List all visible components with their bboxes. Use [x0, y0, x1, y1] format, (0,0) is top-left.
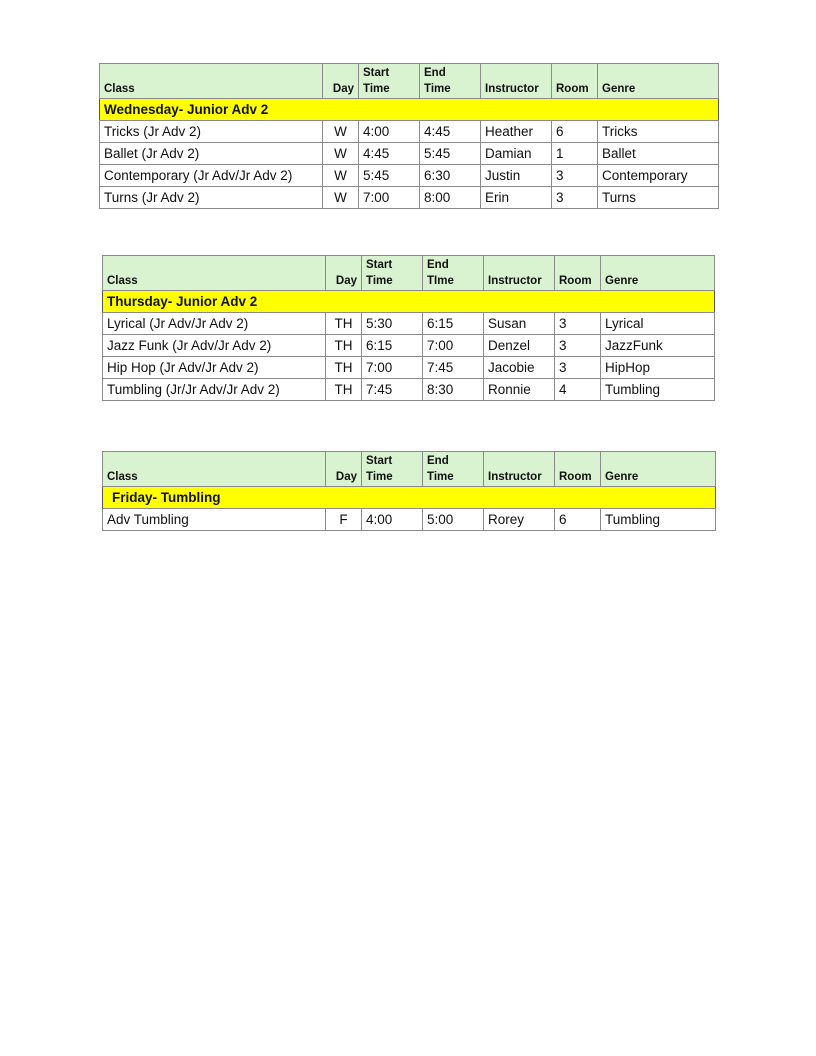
cell-genre: Tricks	[598, 121, 719, 143]
cell-genre: Ballet	[598, 143, 719, 165]
cell-genre: Contemporary	[598, 165, 719, 187]
cell-room: 1	[552, 143, 598, 165]
header-instructor: Instructor	[484, 256, 555, 291]
header-genre: Genre	[601, 452, 716, 487]
cell-genre: HipHop	[601, 357, 715, 379]
header-start-time: Start Time	[359, 64, 420, 99]
header-genre: Genre	[598, 64, 719, 99]
cell-genre: Tumbling	[601, 509, 716, 531]
table-row	[103, 313, 715, 335]
cell-room: 6	[555, 509, 601, 531]
table-row	[103, 357, 715, 379]
cell-instructor: Heather	[481, 121, 552, 143]
cell-instructor: Jacobie	[484, 357, 555, 379]
cell-room: 3	[555, 313, 601, 335]
table-row	[100, 187, 719, 209]
table-row	[103, 509, 716, 531]
cell-end: 6:30	[420, 165, 481, 187]
cell-genre: Lyrical	[601, 313, 715, 335]
cell-room: 6	[552, 121, 598, 143]
cell-end: 5:45	[420, 143, 481, 165]
cell-class: Turns (Jr Adv 2)	[100, 187, 323, 209]
cell-room: 3	[552, 165, 598, 187]
cell-end: 5:00	[423, 509, 484, 531]
cell-class: Tumbling (Jr/Jr Adv/Jr Adv 2)	[103, 379, 326, 401]
cell-instructor: Erin	[481, 187, 552, 209]
cell-start: 6:15	[362, 335, 423, 357]
header-class: Class	[100, 64, 323, 99]
header-class: Class	[103, 452, 326, 487]
header-row	[100, 64, 719, 99]
cell-end: 8:30	[423, 379, 484, 401]
cell-end: 7:45	[423, 357, 484, 379]
cell-end: 4:45	[420, 121, 481, 143]
header-room: Room	[555, 452, 601, 487]
cell-start: 5:30	[362, 313, 423, 335]
header-room: Room	[555, 256, 601, 291]
cell-instructor: Ronnie	[484, 379, 555, 401]
header-class: Class	[103, 256, 326, 291]
thursday-schedule-table	[102, 255, 715, 401]
cell-start: 7:00	[359, 187, 420, 209]
cell-room: 3	[552, 187, 598, 209]
cell-class: Lyrical (Jr Adv/Jr Adv 2)	[103, 313, 326, 335]
cell-instructor: Damian	[481, 143, 552, 165]
cell-day: TH	[326, 313, 362, 335]
table-row	[100, 143, 719, 165]
cell-day: TH	[326, 379, 362, 401]
header-room: Room	[552, 64, 598, 99]
cell-instructor: Justin	[481, 165, 552, 187]
cell-genre: Turns	[598, 187, 719, 209]
header-genre: Genre	[601, 256, 715, 291]
friday-schedule-table	[102, 451, 716, 531]
wednesday-schedule-table	[99, 63, 719, 209]
header-start-time: Start Time	[362, 452, 423, 487]
cell-start: 5:45	[359, 165, 420, 187]
cell-start: 4:45	[359, 143, 420, 165]
cell-class: Hip Hop (Jr Adv/Jr Adv 2)	[103, 357, 326, 379]
cell-day: W	[323, 187, 359, 209]
cell-instructor: Susan	[484, 313, 555, 335]
header-start-time: Start Time	[362, 256, 423, 291]
cell-genre: Tumbling	[601, 379, 715, 401]
header-row	[103, 256, 715, 291]
table-row	[100, 165, 719, 187]
header-instructor: Instructor	[481, 64, 552, 99]
cell-class: Jazz Funk (Jr Adv/Jr Adv 2)	[103, 335, 326, 357]
cell-start: 4:00	[359, 121, 420, 143]
section-title: Thursday- Junior Adv 2	[103, 291, 715, 313]
cell-end: 8:00	[420, 187, 481, 209]
cell-start: 7:45	[362, 379, 423, 401]
cell-end: 7:00	[423, 335, 484, 357]
cell-day: W	[323, 165, 359, 187]
section-row	[103, 291, 715, 313]
cell-class: Adv Tumbling	[103, 509, 326, 531]
cell-end: 6:15	[423, 313, 484, 335]
table-row	[103, 379, 715, 401]
cell-start: 4:00	[362, 509, 423, 531]
cell-genre: JazzFunk	[601, 335, 715, 357]
cell-start: 7:00	[362, 357, 423, 379]
header-row	[103, 452, 716, 487]
cell-day: TH	[326, 357, 362, 379]
section-title: Friday- Tumbling	[103, 487, 716, 509]
header-day: Day	[323, 64, 359, 99]
cell-room: 3	[555, 357, 601, 379]
cell-day: W	[323, 121, 359, 143]
cell-room: 3	[555, 335, 601, 357]
section-row	[100, 99, 719, 121]
header-end-time: End TIme	[423, 256, 484, 291]
cell-instructor: Rorey	[484, 509, 555, 531]
cell-day: F	[326, 509, 362, 531]
table-row	[103, 335, 715, 357]
header-day: Day	[326, 452, 362, 487]
cell-day: W	[323, 143, 359, 165]
header-end-time: End Time	[420, 64, 481, 99]
section-title: Wednesday- Junior Adv 2	[100, 99, 719, 121]
cell-day: TH	[326, 335, 362, 357]
header-end-time: End Time	[423, 452, 484, 487]
header-day: Day	[326, 256, 362, 291]
cell-class: Contemporary (Jr Adv/Jr Adv 2)	[100, 165, 323, 187]
cell-class: Tricks (Jr Adv 2)	[100, 121, 323, 143]
cell-room: 4	[555, 379, 601, 401]
cell-instructor: Denzel	[484, 335, 555, 357]
cell-class: Ballet (Jr Adv 2)	[100, 143, 323, 165]
section-row	[103, 487, 716, 509]
header-instructor: Instructor	[484, 452, 555, 487]
table-row	[100, 121, 719, 143]
